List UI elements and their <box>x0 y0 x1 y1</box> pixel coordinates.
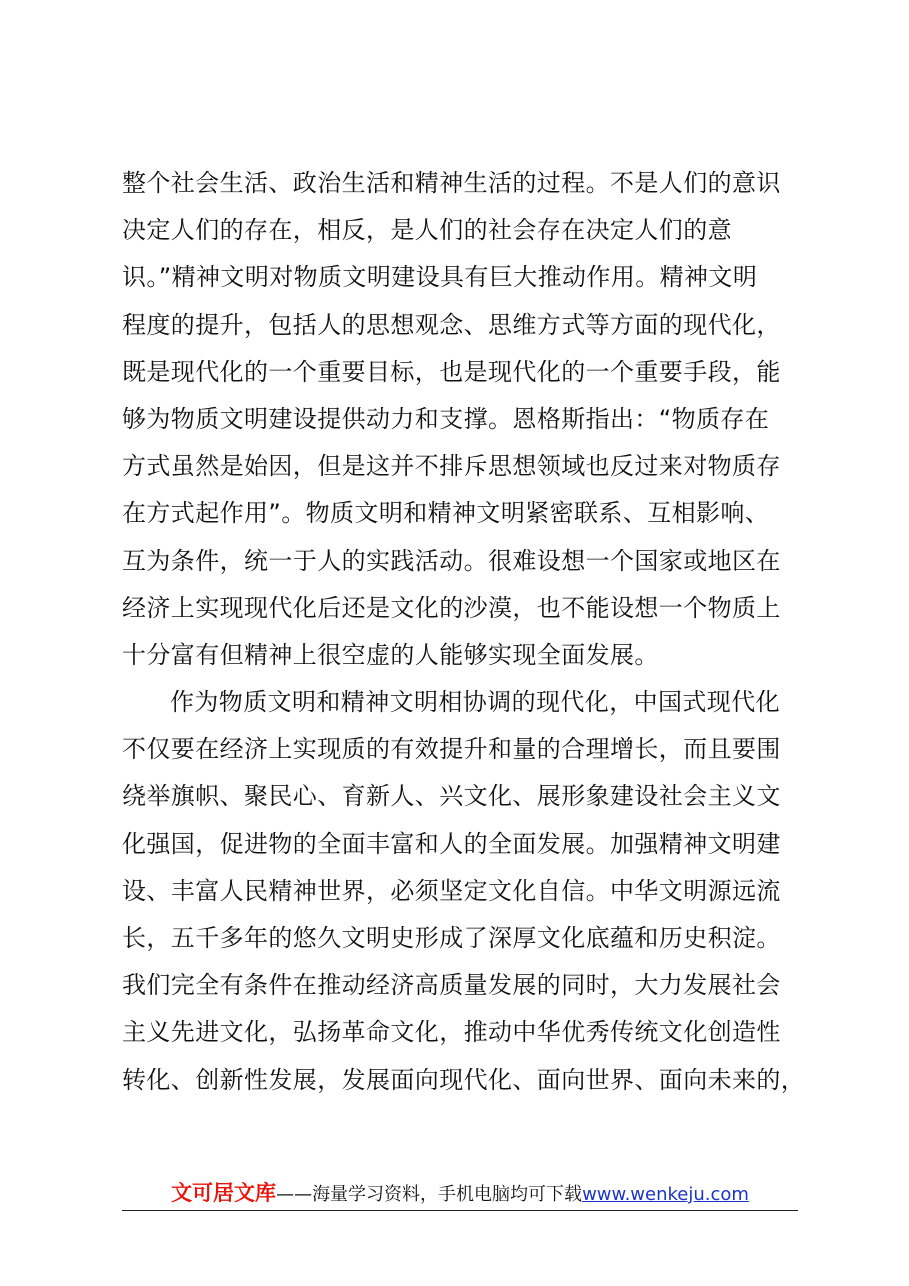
footer-site-link[interactable]: www.wenkeju.com <box>582 1184 749 1205</box>
text-line-indented: 作为物质文明和精神文明相协调的现代化，中国式现代化 <box>170 688 780 717</box>
text-line: 长，五千多年的悠久文明史形成了深厚文化底蕴和历史积淀。 <box>122 924 781 952</box>
text-line: 主义先进文化，弘扬革命文化，推动中华优秀传统文化创造性 <box>122 1018 781 1047</box>
text-line: 化强国，促进物的全面丰富和人的全面发展。加强精神文明建 <box>122 829 781 858</box>
text-line: 转化、创新性发展，发展面向现代化、面向世界、面向未来的， <box>122 1065 806 1094</box>
footer-divider <box>122 1210 798 1211</box>
page-footer <box>122 1178 798 1210</box>
text-line: 识。”精神文明对物质文明建设具有巨大推动作用。精神文明 <box>122 263 758 292</box>
text-line: 我们完全有条件在推动经济高质量发展的同时，大力发展社会 <box>122 971 781 1000</box>
text-line: 程度的提升，包括人的思想观念、思维方式等方面的现代化， <box>122 310 781 339</box>
text-line: 绕举旗帜、聚民心、育新人、兴文化、展形象建设社会主义文 <box>122 782 781 811</box>
text-line: 不仅要在经济上实现质的有效提升和量的合理增长，而且要围 <box>122 735 781 764</box>
text-line: 十分富有但精神上很空虚的人能够实现全面发展。 <box>122 640 659 669</box>
text-line: 互为条件，统一于人的实践活动。很难设想一个国家或地区在 <box>122 546 781 575</box>
document-body <box>122 160 806 1104</box>
footer-slogan: ——海量学习资料，手机电脑均可下载 <box>276 1184 583 1205</box>
paragraph-1 <box>122 160 802 679</box>
text-line: 决定人们的存在，相反，是人们的社会存在决定人们的意 <box>122 216 732 245</box>
text-line: 在方式起作用”。物质文明和精神文明紧密联系、互相影响、 <box>122 499 770 528</box>
text-line: 经济上实现现代化后还是文化的沙漠，也不能设想一个物质上 <box>122 593 781 622</box>
text-line: 整个社会生活、政治生活和精神生活的过程。不是人们的意识 <box>122 169 781 197</box>
text-line: 设、丰富人民精神世界，必须坚定文化自信。中华文明源远流 <box>122 876 781 905</box>
text-line: 够为物质文明建设提供动力和支撑。恩格斯指出：“物质存在 <box>122 404 770 433</box>
text-line: 既是现代化的一个重要目标，也是现代化的一个重要手段，能 <box>122 357 781 386</box>
paragraph-2 <box>122 679 806 1104</box>
footer-brand: 文可居文库 <box>171 1181 277 1205</box>
text-line: 方式虽然是始因，但是这并不排斥思想领域也反过来对物质存 <box>122 452 781 481</box>
